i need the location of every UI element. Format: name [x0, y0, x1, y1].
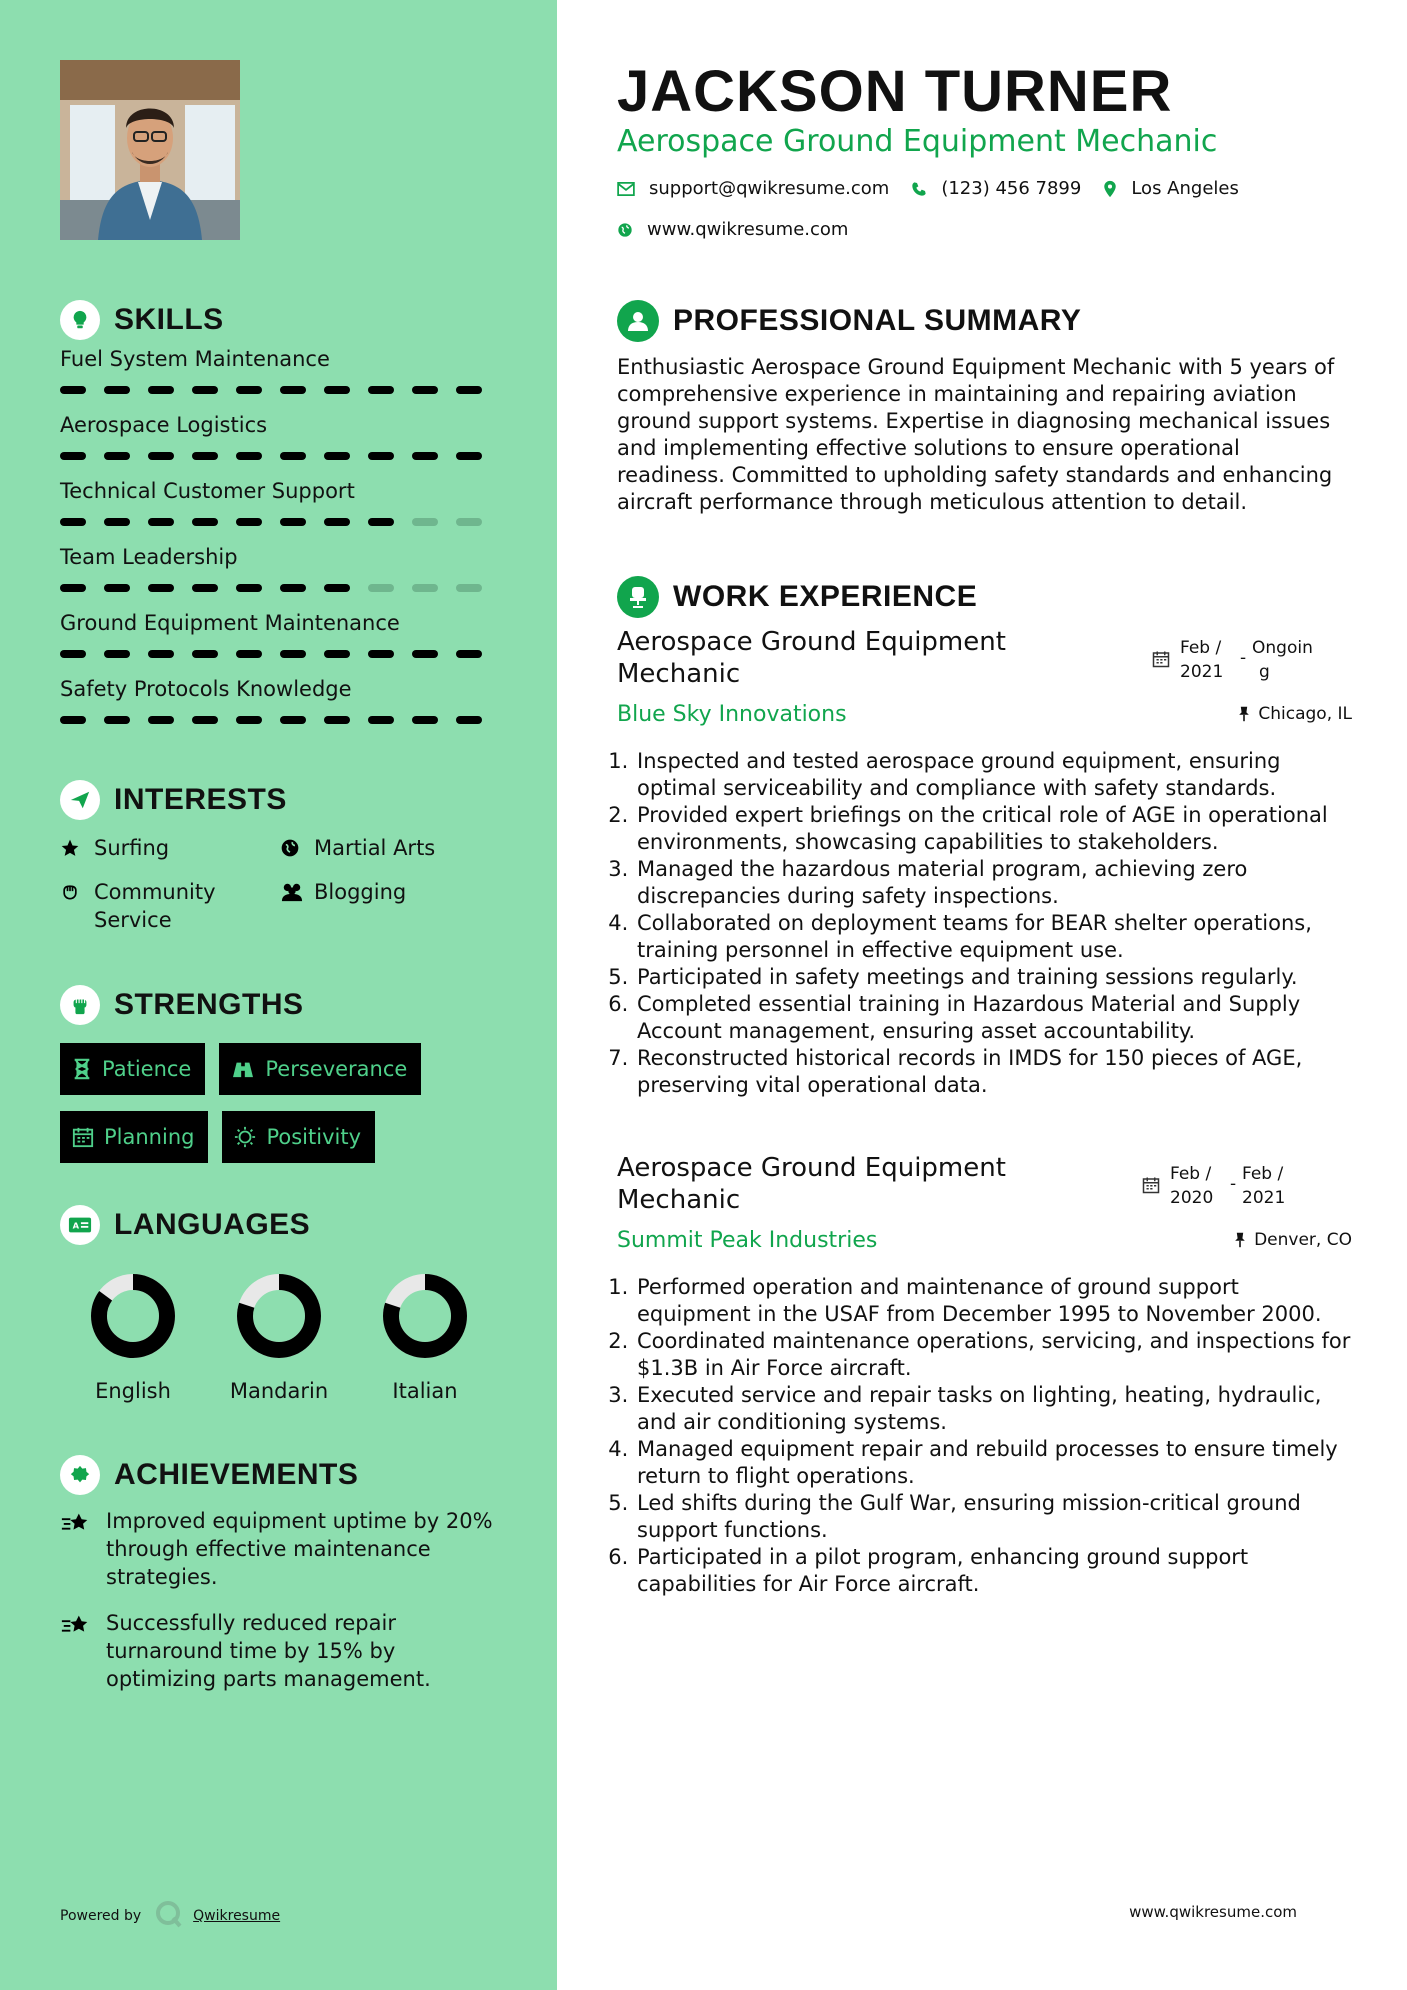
skill-item [60, 542, 500, 608]
skill-label: Safety Protocols Knowledge [60, 677, 352, 701]
achievements-section [60, 1455, 500, 1693]
skill-dash [236, 518, 262, 526]
strengths-section [60, 985, 500, 1179]
skill-item [60, 608, 500, 674]
duty-item: 5. Participated in safety meetings and training sessions regularly. [635, 964, 1352, 991]
star-icon [60, 834, 84, 862]
job-entry [617, 1152, 1352, 1598]
skill-dash [236, 386, 262, 394]
skill-dash [280, 650, 306, 658]
skill-dash [60, 452, 86, 460]
users-icon [280, 878, 304, 906]
interest-label: Surfing [94, 836, 170, 860]
strengths-title: STRENGTHS [114, 988, 304, 1021]
end-month: Ongoin [1252, 638, 1313, 658]
pushpin-icon [1238, 706, 1250, 722]
skill-dash [236, 584, 262, 592]
skill-dash [368, 716, 394, 724]
skill-dash [412, 386, 438, 394]
skill-dash [148, 584, 174, 592]
duty-item: 4. Collaborated on deployment teams for BEAR shelter operations, training personnel in effective equipment use. [635, 910, 1352, 964]
skill-dash [192, 518, 218, 526]
skill-label: Technical Customer Support [60, 479, 355, 503]
end-year: 2021 [1242, 1188, 1286, 1208]
company-name: Summit Peak Industries [617, 1228, 878, 1253]
skill-dash [456, 584, 482, 592]
skill-dash [104, 518, 130, 526]
skill-item [60, 476, 500, 542]
fist-icon [60, 985, 100, 1025]
sidebar [0, 0, 557, 1990]
interests-section [60, 780, 500, 934]
website-link[interactable]: www.qwikresume.com [647, 219, 849, 240]
skill-dash [148, 518, 174, 526]
interest-item [60, 834, 280, 862]
phone-icon [911, 181, 927, 197]
strength-tag [60, 1111, 208, 1163]
skill-dash [192, 716, 218, 724]
skill-dash [192, 584, 218, 592]
languages-section [60, 1205, 500, 1403]
language-icon [60, 1205, 100, 1245]
skill-dash [324, 584, 350, 592]
skill-dash [192, 452, 218, 460]
skill-dash [60, 716, 86, 724]
shooting-star-icon [60, 1507, 94, 1591]
sun-icon [234, 1126, 256, 1148]
skill-level-bar [60, 518, 500, 526]
language-label: Italian [392, 1379, 458, 1403]
globe-icon [280, 834, 304, 862]
skill-dash [192, 650, 218, 658]
skill-dash [60, 518, 86, 526]
job-role: Aerospace Ground Equipment Mechanic [617, 627, 1006, 689]
hourglass-icon [72, 1058, 92, 1080]
skill-dash [236, 452, 262, 460]
skill-dash [368, 386, 394, 394]
languages-title: LANGUAGES [114, 1208, 311, 1241]
skill-dash [104, 584, 130, 592]
job-role: Aerospace Ground Equipment Mechanic [617, 1153, 1006, 1215]
end-year: g [1259, 662, 1270, 682]
powered-by-label: Powered by [60, 1908, 142, 1924]
start-year: 2021 [1180, 662, 1224, 682]
skill-dash [456, 518, 482, 526]
strength-tag [219, 1043, 421, 1095]
skill-item [60, 410, 500, 476]
interest-label: Blogging [314, 880, 407, 904]
lightbulb-icon [60, 300, 100, 340]
qwikresume-link[interactable]: Qwikresume [193, 1908, 281, 1924]
skill-dash [60, 650, 86, 658]
interests-title: INTERESTS [114, 783, 287, 816]
summary-title: PROFESSIONAL SUMMARY [673, 304, 1082, 337]
duties-list [617, 748, 1352, 1099]
profile-photo [60, 60, 240, 240]
shooting-star-icon [60, 1609, 94, 1693]
achievement-text: Successfully reduced repair turnaround time by 15% by optimizing parts management. [106, 1611, 431, 1691]
duty-item: 1. Performed operation and maintenance of ground support equipment in the USAF from December 1995 to November 2000. [635, 1274, 1352, 1328]
hand-icon [60, 878, 84, 906]
experience-section [617, 576, 1352, 618]
skill-dash [412, 650, 438, 658]
candidate-title: Aerospace Ground Equipment Mechanic [617, 124, 1218, 159]
duty-item: 4. Managed equipment repair and rebuild processes to ensure timely return to flight operations. [635, 1436, 1352, 1490]
start-month: Feb / [1180, 638, 1222, 658]
skill-dash [280, 716, 306, 724]
job-dates: Feb / 2021 - Ongoin g [1152, 636, 1312, 684]
skill-dash [236, 650, 262, 658]
interest-item [60, 878, 280, 934]
calendar-icon [72, 1126, 94, 1148]
duty-item: 2. Provided expert briefings on the critical role of AGE in operational environments, showcasing capabilities to stakeholders. [635, 802, 1352, 856]
skill-dash [456, 716, 482, 724]
svg-text:A: A [72, 1220, 80, 1231]
skill-dash [192, 386, 218, 394]
language-proficiency-ring [234, 1271, 324, 1361]
footer-url[interactable]: www.qwikresume.com [1129, 1903, 1297, 1921]
skill-dash [324, 716, 350, 724]
powered-by [60, 1900, 280, 1932]
globe-icon [617, 222, 633, 238]
end-month: Feb / [1242, 1164, 1284, 1184]
skill-label: Team Leadership [60, 545, 238, 569]
contact-row [617, 178, 1261, 199]
start-month: Feb / [1170, 1164, 1212, 1184]
summary-section [617, 300, 1352, 516]
paper-plane-icon [60, 780, 100, 820]
company-name: Blue Sky Innovations [617, 702, 847, 727]
skill-dash [60, 584, 86, 592]
user-icon [617, 300, 659, 342]
skill-label: Fuel System Maintenance [60, 347, 330, 371]
skill-label: Aerospace Logistics [60, 413, 268, 437]
website-row [617, 219, 870, 240]
skill-dash [280, 386, 306, 394]
binoculars-icon [231, 1059, 255, 1079]
achievement-item [60, 1507, 500, 1591]
skill-dash [148, 650, 174, 658]
duty-item: 6. Participated in a pilot program, enhancing ground support capabilities for Air Force aircraft. [635, 1544, 1352, 1598]
interest-label: Martial Arts [314, 836, 436, 860]
skill-level-bar [60, 650, 500, 658]
duty-item: 1. Inspected and tested aerospace ground equipment, ensuring optimal serviceability and compliance with safety standards. [635, 748, 1352, 802]
briefcase-chair-icon [617, 576, 659, 618]
skill-dash [412, 716, 438, 724]
duties-list [617, 1274, 1352, 1598]
skill-dash [104, 716, 130, 724]
skills-title: SKILLS [114, 303, 224, 336]
skill-dash [324, 518, 350, 526]
skill-dash [456, 386, 482, 394]
language-proficiency-ring [380, 1271, 470, 1361]
email-link[interactable]: support@qwikresume.com [649, 178, 890, 199]
calendar-icon [1152, 636, 1170, 684]
location-label: Chicago, IL [1258, 704, 1352, 724]
skill-dash [324, 452, 350, 460]
start-year: 2020 [1170, 1188, 1214, 1208]
skill-dash [148, 452, 174, 460]
skill-label: Ground Equipment Maintenance [60, 611, 400, 635]
skill-dash [412, 584, 438, 592]
skill-dash [104, 452, 130, 460]
phone-text: (123) 456 7899 [941, 178, 1082, 199]
strength-label: Perseverance [265, 1057, 408, 1081]
skill-dash [104, 650, 130, 658]
skill-dash [280, 584, 306, 592]
achievement-text: Improved equipment uptime by 20% through effective maintenance strategies. [106, 1509, 493, 1589]
strength-tag [60, 1043, 205, 1095]
duty-item: 6. Completed essential training in Hazardous Material and Supply Account management, ensuring asset accountability. [635, 991, 1352, 1045]
skill-dash [280, 452, 306, 460]
strength-tag [222, 1111, 375, 1163]
achievements-title: ACHIEVEMENTS [114, 1458, 359, 1491]
interest-item [280, 878, 500, 934]
badge-star-icon [60, 1455, 100, 1495]
skill-item [60, 344, 500, 410]
duty-item: 2. Coordinated maintenance operations, servicing, and inspections for $1.3B in Air Force aircraft. [635, 1328, 1352, 1382]
envelope-icon [617, 182, 635, 196]
skill-dash [456, 452, 482, 460]
language-item [60, 1271, 206, 1403]
interest-item [280, 834, 500, 862]
language-label: Mandarin [229, 1379, 329, 1403]
language-item [206, 1271, 352, 1403]
skill-dash [148, 716, 174, 724]
skill-dash [368, 518, 394, 526]
location-text: Los Angeles [1131, 178, 1239, 199]
language-proficiency-ring [88, 1271, 178, 1361]
strength-label: Positivity [266, 1125, 361, 1149]
strength-label: Patience [102, 1057, 192, 1081]
skill-item [60, 674, 500, 740]
skill-dash [324, 386, 350, 394]
language-item [352, 1271, 498, 1403]
pushpin-icon [1234, 1232, 1246, 1248]
skill-dash [104, 386, 130, 394]
skill-dash [324, 650, 350, 658]
experience-title: WORK EXPERIENCE [673, 580, 978, 613]
strength-label: Planning [104, 1125, 195, 1149]
qwikresume-logo-icon [155, 1900, 183, 1932]
skill-level-bar [60, 716, 500, 724]
skill-level-bar [60, 386, 500, 394]
duty-item: 7. Reconstructed historical records in IMDS for 150 pieces of AGE, preserving vital operational data. [635, 1045, 1352, 1099]
skills-section [60, 300, 500, 740]
job-location [1238, 704, 1352, 724]
job-dates: Feb / 2020 - Feb / 2021 [1142, 1162, 1302, 1210]
skill-dash [280, 518, 306, 526]
interest-label: Community Service [94, 880, 216, 932]
job-entry [617, 626, 1352, 1099]
skill-level-bar [60, 452, 500, 460]
job-location [1234, 1230, 1352, 1250]
skill-dash [456, 650, 482, 658]
skill-dash [412, 518, 438, 526]
duty-item: 5. Led shifts during the Gulf War, ensuring mission-critical ground support functions. [635, 1490, 1352, 1544]
map-pin-icon [1103, 180, 1117, 198]
skill-dash [412, 452, 438, 460]
duty-item: 3. Executed service and repair tasks on lighting, heating, hydraulic, and air conditioning systems. [635, 1382, 1352, 1436]
skill-level-bar [60, 584, 500, 592]
skill-dash [368, 650, 394, 658]
calendar-icon [1142, 1162, 1160, 1210]
language-label: English [95, 1379, 171, 1403]
duty-item: 3. Managed the hazardous material program, achieving zero discrepancies during safety inspections. [635, 856, 1352, 910]
candidate-name: JACKSON TURNER [617, 59, 1173, 124]
achievement-item [60, 1609, 500, 1693]
skill-dash [148, 386, 174, 394]
location-label: Denver, CO [1254, 1230, 1352, 1250]
skill-dash [236, 716, 262, 724]
summary-text: Enthusiastic Aerospace Ground Equipment Mechanic with 5 years of comprehensive experience in maintaining and repairing aviation ground support systems. Expertise in diagnosing mechanical issues and implementing effective solutions to ensure operational readiness. Committed to upholding safety standards and enhancing aircraft performance through meticulous attention to detail. [617, 355, 1335, 514]
skill-dash [60, 386, 86, 394]
skill-dash [368, 584, 394, 592]
skill-dash [368, 452, 394, 460]
